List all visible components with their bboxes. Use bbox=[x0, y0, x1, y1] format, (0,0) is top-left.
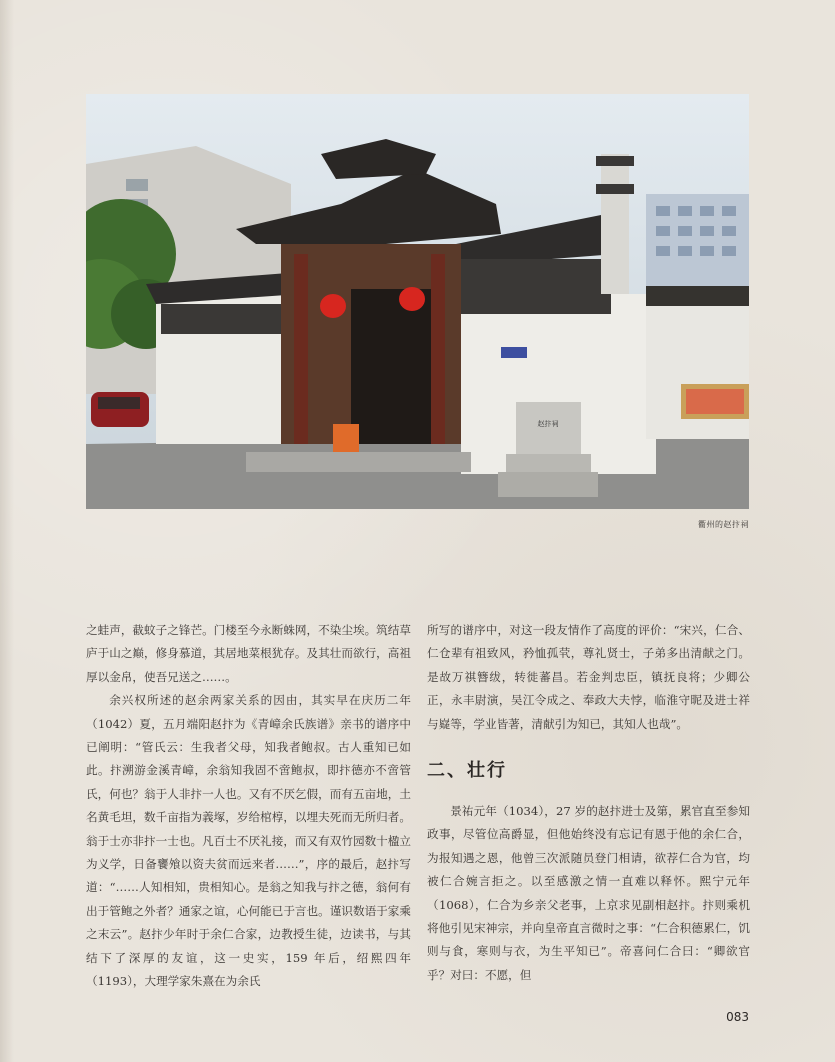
paragraph: 之蛙声，截蚊子之锋芒。门楼至今永断蛛网，不染尘埃。筑结草庐于山之巅，修身慕道，其居地菜根犹存。及其壮而欲行，高祖厚以金帛，使吾兄送之……。 bbox=[86, 623, 411, 684]
tablet-inscription: 赵抃祠 bbox=[537, 420, 559, 428]
temple-photo bbox=[86, 94, 749, 509]
paragraph: 景祐元年（1034），27 岁的赵抃进士及第，累官直至参知政事，尽管位高爵显，但他始终没有忘记有恩于他的余仁合，为报知遇之恩，他曾三次派随员登门相请，欲荐仁合为官，均被仁合婉言拒之。以至感激之情一直难以释怀。熙宁元年（1068），仁合为乡亲父老事，上京求见副相赵抃。抃则乘机将他引见宋神宗，并向皇帝直言微时之事：“仁合积德累仁，饥则与食，寒则与衣，为生平知已”。帝喜问仁合曰：“卿欲官乎？对曰：不愿，但 bbox=[427, 804, 750, 982]
red-lantern-right bbox=[399, 287, 425, 311]
stone-tablet bbox=[516, 402, 581, 457]
paragraph: 所写的谱序中，对这一段友情作了高度的评价：“宋兴，仁合、仁仓辈有祖致风，矜恤孤茕，尊礼贤士，子弟多出清献之门。是故万祺簪绂，转徙蕃昌。若金判忠臣，镇抚良将；少卿公正，永丰尉演，吴江令成之、奉政大夫悖，临淮守昵及进士祥与嶷等，学业皆著，清献引为知已，其知人也哉”。 bbox=[427, 623, 750, 731]
gable-tower bbox=[601, 154, 629, 294]
red-lantern-left bbox=[320, 294, 346, 318]
left-text-column bbox=[86, 619, 411, 994]
page-edge-shadow bbox=[0, 0, 14, 1062]
gate-doorway bbox=[351, 289, 431, 444]
blue-street-sign bbox=[501, 347, 527, 358]
photo-caption: 衢州的赵抃祠 bbox=[698, 520, 749, 529]
paragraph: 余兴权所述的赵余两家关系的因由，其实早在庆历二年（1042）夏，五月端阳赵抃为《青嶂余氏族谱》亲书的谱序中已阐明：“管氏云：生我者父母，知我者鲍叔。古人重知已如此。抃溯游金溪青嶂，余翁知我固不啻鲍叔，即抃德亦不啻管氏，何也？翁于人非抃一人也。又有不厌乞假，而有五亩地，土名黄毛坦，数千亩指为義塚，岁给棺椁，以埋夫死而无所归者。翁于士亦非抃一士也。凡百士不厌礼接，而又有双竹园数十楹立为义学，日备饔飧以资夫贫而远来者……”，序的最后，赵抃写道：“……人知相知，贵相知心。是翁之知我与抃之德，翁何有出于管鲍之外者？通家之谊，心何能已于言也。谨识数语于家乘之末云”。赵抃少年时于余仁合家，边教授生徒，边读书，与其结下了深厚的友谊，这一史实，159 年后，绍熙四年（1193），大理学家朱熹在为余氏 bbox=[86, 693, 411, 989]
page-number: 083 bbox=[726, 1010, 749, 1024]
section-heading: 二、壮行 bbox=[427, 760, 507, 782]
right-text-column bbox=[427, 619, 750, 987]
